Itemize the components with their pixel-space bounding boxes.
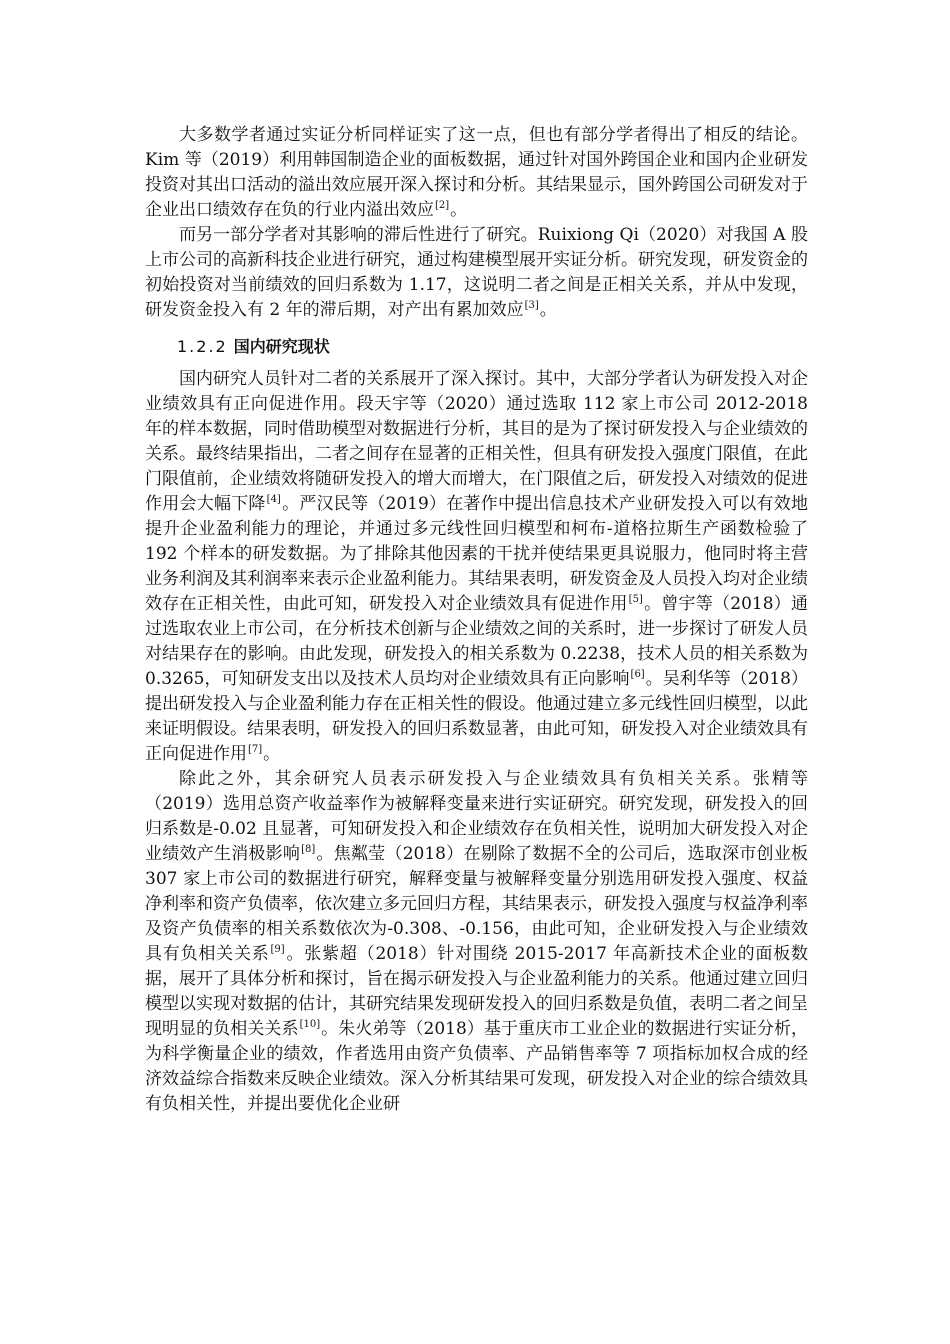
citation: [7] xyxy=(248,744,263,755)
citation: [6] xyxy=(630,669,645,680)
citation: [3] xyxy=(524,300,539,311)
citation: [5] xyxy=(628,594,643,605)
paragraph-kim-study: 大多数学者通过实证分析同样证实了这一点，但也有部分学者得出了相反的结论。Kim 等（2019）利用韩国制造企业的面板数据，通过针对国外跨国企业和国内企业研发投资对其出口活动的溢出效应展开深入探讨和分析。其结果显示，国外跨国公司研发对于企业出口绩效存在负的行业内溢出效应[2]。 xyxy=(145,125,808,220)
paragraph-negative-correlation: 除此之外，其余研究人员表示研发投入与企业绩效具有负相关关系。张精等（2019）选用总资产收益率作为被解释变量来进行实证研究。研究发现，研发投入的回归系数是-0.02 且显著，可知研发投入和企业绩效存在负相关性，说明加大研发投入对企业绩效产生消极影响[8]。焦粼莹（2018）在剔除了数据不全的公司后，选取深市创业板 307 家上市公司的数据进行研究，解释变量与被解释变量分别选用研发投入强度、权益净利率和资产负债率，依次建立多元回归方程，其结果表示，研发投入强度与权益净利率及资产负债率的相关系数依次为-0.308、-0.156，由此可知，企业研发投入与企业绩效具有负相关关系[9]。张紫超（2018）针对围绕 2015-2017 年高新技术企业的面板数据，展开了具体分析和探讨，旨在揭示研发投入与企业盈利能力的关系。他通过建立回归模型以实现对数据的估计，其研究结果发现研发投入的回归系数是负值，表明二者之间呈现明显的负相关关系[10]。朱火弟等（2018）基于重庆市工业企业的数据进行实证分析，为科学衡量企业的绩效，作者选用由资产负债率、产品销售率等 7 项指标加权合成的经济效益综合指数来反映企业绩效。深入分析其结果可发现，研发投入对企业的综合绩效具有负相关性，并提出要优化企业研 xyxy=(145,769,809,1114)
section-number: 1.2.2 xyxy=(177,337,228,356)
citation: [10] xyxy=(299,1019,321,1030)
section-title: 国内研究现状 xyxy=(233,337,330,356)
paragraph-positive-correlation: 国内研究人员针对二者的关系展开了深入探讨。其中，大部分学者认为研发投入对企业绩效具有正向促进作用。段天宇等（2020）通过选取 112 家上市公司 2012-2018 年的样本数据，同时借助模型对数据进行分析，其目的是为了探讨研发投入与企业绩效的关系。最终结果指出，二者之间存在显著的正相关性，但具有研发投入强度门限值，在此门限值前，企业绩效将随研发投入的增大而增大，在门限值之后，研发投入对绩效的促进作用会大幅下降[4]。严汉民等（2019）在著作中提出信息技术产业研发投入可以有效地提升企业盈利能力的理论，并通过多元线性回归模型和柯布-道格拉斯生产函数检验了 192 个样本的研发数据。为了排除其他因素的干扰并使结果更具说服力，他同时将主营业务利润及其利润率来表示企业盈利能力。其结果表明，研发资金及人员投入均对企业绩效存在正相关性，由此可知，研发投入对企业绩效具有促进作用[5]。曾宇等（2018）通过选取农业上市公司，在分析技术创新与企业绩效之间的关系时，进一步探讨了研发人员对结果存在的影响。由此发现，研发投入的相关系数为 0.2238，技术人员的相关系数为 0.3265，可知研发支出以及技术人员均对企业绩效具有正向影响[6]。吴利华等（2018）提出研发投入与企业盈利能力存在正相关性的假设。他通过建立多元线性回归模型，以此来证明假设。结果表明，研发投入的回归系数显著，由此可知，研发投入对企业绩效具有正向促进作用[7]。 xyxy=(145,369,809,764)
citation: [8] xyxy=(301,844,316,855)
document-page xyxy=(145,123,808,1117)
citation: [4] xyxy=(266,494,281,505)
paragraph-lag-study: 而另一部分学者对其影响的滞后性进行了研究。Ruixiong Qi（2020）对我国 A 股上市公司的高新科技企业进行研究，通过构建模型展开实证分析。研究发现，研发资金的初始投资对当前绩效的回归系数为 1.17，这说明二者之间是正相关关系，并从中发现，研发资金投入有 2 年的滞后期，对产出有累加效应[3]。 xyxy=(145,225,808,320)
paragraph-text: 大多数学者通过实证分析同样证实了这一点，但也有部分学者得出了相反的结论。Kim 等（2019）利用韩国制造企业的面板数据，通过针对国外跨国企业和国内企业研发投资对其出口活动的溢出效应展开深入探讨和分析。其结果显示，国外跨国公司研发对于企业出口绩效存在负的行业内溢出效应 xyxy=(145,125,808,220)
citation: [2] xyxy=(435,200,450,211)
citation: [9] xyxy=(270,944,285,955)
section-heading xyxy=(145,333,808,361)
paragraph-text: 而另一部分学者对其影响的滞后性进行了研究。Ruixiong Qi（2020）对我国 A 股上市公司的高新科技企业进行研究，通过构建模型展开实证分析。研究发现，研发资金的初始投资对当前绩效的回归系数为 1.17，这说明二者之间是正相关关系，并从中发现，研发资金投入有 2 年的滞后期，对产出有累加效应 xyxy=(145,225,808,320)
